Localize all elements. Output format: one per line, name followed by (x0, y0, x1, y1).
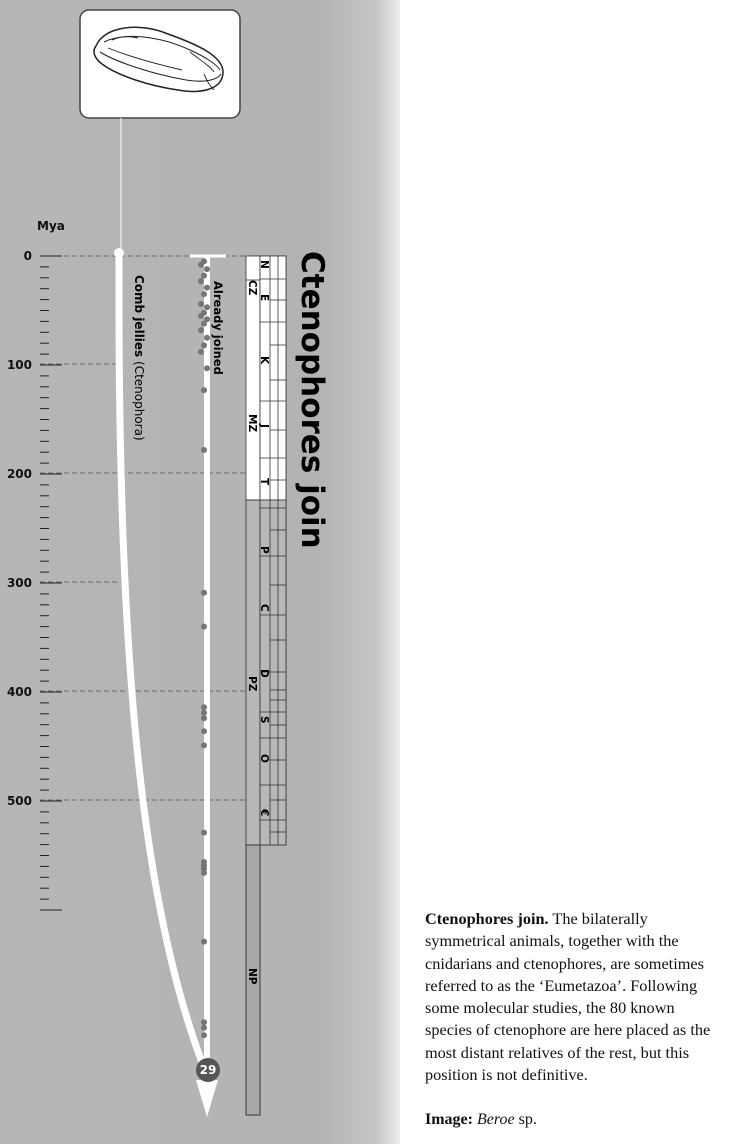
lineage-dot (198, 278, 204, 284)
lineage-dot (198, 313, 204, 319)
period-label-cambrian: € (258, 809, 270, 817)
lineage-dot (201, 447, 207, 453)
already-joined-label: Already joined (211, 281, 225, 375)
caption (425, 908, 725, 1086)
era-label-cz: CZ (246, 280, 258, 296)
lineage-dot (201, 704, 207, 710)
page-title: Ctenophores join (294, 251, 330, 549)
lineage-dot (198, 262, 204, 268)
period-label-p: P (258, 546, 270, 554)
era-label-np: NP (246, 968, 258, 985)
caption-heading: Ctenophores join. (425, 909, 549, 928)
period-label-d: D (258, 669, 270, 678)
lineage-dot (201, 291, 207, 297)
lineage-dot (201, 387, 207, 393)
image-credit (425, 1111, 537, 1129)
lineage-dot (201, 728, 207, 734)
period-label-k: K (258, 356, 270, 365)
tick-label-200: 200 (6, 467, 32, 481)
lineage-dot (201, 710, 207, 716)
era-label-mz: MZ (246, 414, 258, 433)
comb-jellies-start-dot (114, 248, 124, 258)
period-label-j: J (258, 424, 270, 428)
comb-jellies-label (132, 275, 146, 441)
era-label-pz: PZ (246, 676, 258, 692)
lineage-dot (201, 742, 207, 748)
lineage-dot (204, 285, 210, 291)
lineage-dot (201, 1019, 207, 1025)
lineage-dot (201, 590, 207, 596)
period-label-t: T (258, 478, 270, 486)
axis-title: Mya (37, 219, 65, 233)
lineage-dot (204, 335, 210, 341)
caption-text: The bilaterally symmetrical animals, together with the cnidarians and ctenophores, are sometimes referred to as the ‘Eumetazoa’. Following some molecular studies, the 80 known species of ctenophore are here placed as the most distant relatives of the rest, but this position is not definitive. (425, 909, 711, 1085)
period-label-o: O (258, 754, 270, 763)
lineage-dot (201, 342, 207, 348)
comb-jellies-name: Comb jellies (132, 275, 146, 358)
lineage-dot (201, 321, 207, 327)
lineage-dot (201, 715, 207, 721)
tick-label-500: 500 (6, 794, 32, 808)
tick-label-0: 0 (23, 249, 32, 263)
period-label-n: N (258, 260, 270, 269)
period-label-c: C (258, 604, 270, 612)
tick-label-400: 400 (6, 685, 32, 699)
lineage-dot (198, 327, 204, 333)
lineage-dot (204, 365, 210, 371)
tick-label-300: 300 (6, 576, 32, 590)
lineage-dot (198, 349, 204, 355)
lineage-dot (204, 304, 210, 310)
period-label-e: E (258, 294, 270, 302)
organism-image-frame (80, 10, 240, 118)
lineage-dot (201, 624, 207, 630)
lineage-dot (201, 1032, 207, 1038)
lineage-dot (204, 266, 210, 272)
lineage-dot (201, 273, 207, 279)
image-credit-suffix: sp. (514, 1111, 537, 1128)
lineage-dot (201, 1025, 207, 1031)
image-credit-genus: Beroe (476, 1111, 515, 1128)
image-credit-label: Image: (425, 1111, 473, 1128)
lineage-dot (201, 939, 207, 945)
period-label-s: S (258, 716, 270, 724)
axis-ticks (40, 256, 62, 910)
lineage-dot (198, 301, 204, 307)
lineage-dot (201, 830, 207, 836)
lineage-dot (201, 870, 207, 876)
comb-jellies-taxon: (Ctenophora) (132, 357, 146, 441)
arrow-head (196, 1080, 218, 1117)
rendezvous-number: 29 (199, 1063, 217, 1077)
dashed-gridlines (40, 256, 260, 800)
tick-label-100: 100 (6, 358, 32, 372)
